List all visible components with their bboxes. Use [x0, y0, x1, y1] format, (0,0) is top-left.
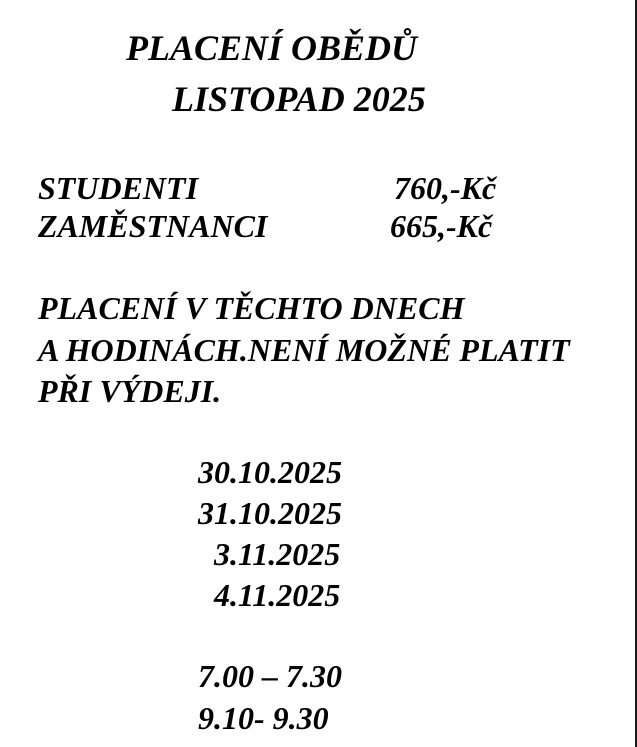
- payment-date: 3.11.2025: [214, 536, 341, 572]
- price-amount-students: 760,-Kč: [394, 170, 497, 206]
- notice-line-3: PŘI VÝDEJI.: [38, 373, 222, 409]
- notice-line-2: A HODINÁCH.NENÍ MOŽNÉ PLATIT: [38, 332, 570, 368]
- payment-date: 30.10.2025: [198, 454, 342, 490]
- price-label-students: STUDENTI: [38, 170, 199, 206]
- price-label-employees: ZAMĚSTNANCI: [38, 208, 268, 244]
- price-amount-employees: 665,-Kč: [390, 208, 493, 244]
- title-line-2: LISTOPAD 2025: [172, 79, 426, 119]
- payment-time: 7.00 – 7.30: [198, 658, 342, 694]
- notice-line-1: PLACENÍ V TĚCHTO DNECH: [38, 290, 465, 326]
- payment-date: 31.10.2025: [198, 495, 342, 531]
- title-line-1: PLACENÍ OBĚDŮ: [126, 28, 418, 68]
- payment-time: 9.10- 9.30: [198, 700, 329, 736]
- payment-date: 4.11.2025: [214, 577, 341, 613]
